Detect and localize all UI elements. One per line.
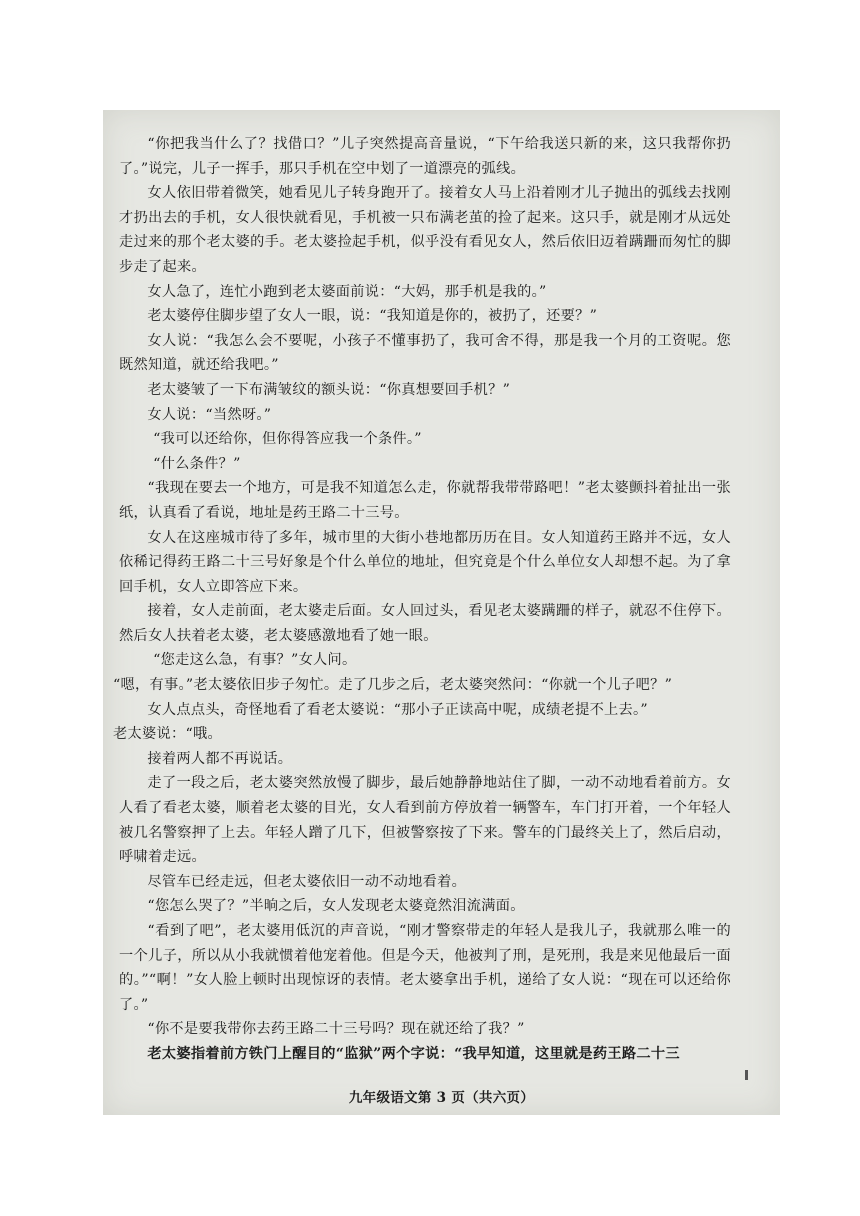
- paragraph: 女人说：“当然呀。”: [147, 406, 272, 423]
- paragraph: 接着两人都不再说话。: [147, 750, 293, 767]
- paragraph: “什么条件？”: [153, 455, 241, 472]
- paragraph: 老太婆停住脚步望了女人一眼，说：“我知道是你的，被扔了，还要？”: [147, 308, 598, 325]
- paragraph: 女人在这座城市待了多年，城市里的大街小巷地都历历在目。女人知道药王路并不远，女人依稀记得药王路二十三号好象是个什么单位的地址，但究竟是个什么单位女人却想不起。为了拿回手机，女人立即答应下来。: [119, 529, 731, 595]
- paragraph: 尽管车已经走远，但老太婆依旧一动不动地看着。: [147, 873, 467, 890]
- paragraph: 女人依旧带着微笑，她看见儿子转身跑开了。接着女人马上沿着刚才儿子抛出的弧线去找刚才扔出去的手机，女人很快就看见，手机被一只布满老茧的捡了起来。这只手，就是刚才从远处走过来的那个老太婆的手。老太婆捡起手机，似乎没有看见女人，然后依旧迈着蹒跚而匆忙的脚步走了起来。: [119, 185, 731, 275]
- document-page: [103, 110, 780, 1115]
- paragraph: 女人说：“我怎么会不要呢，小孩子不懂事扔了，我可舍不得，那是我一个月的工资呢。您既然知道，就还给我吧。”: [119, 332, 731, 374]
- paragraph: 女人急了，连忙小跑到老太婆面前说：“大妈，那手机是我的。”: [147, 283, 547, 300]
- paragraph: “看到了吧”，老太婆用低沉的声音说，“刚才警察带走的年轻人是我儿子，我就那么唯一的一个儿子，所以从小我就惯着他宠着他。但是今天，他被判了刑，是死刑，我是来见他最后一面的。”“啊！”女人脸上顿时出现惊讶的表情。老太婆拿出手机，递给了女人说：“现在可以还给你了。”: [119, 923, 731, 1013]
- paragraph: 老太婆指着前方铁门上醒目的“监狱”两个字说：“我早知道，这里就是药王路二十三: [147, 1045, 680, 1062]
- story-text: [113, 132, 731, 1067]
- paragraph: “您怎么哭了？”半晌之后，女人发现老太婆竟然泪流满面。: [147, 898, 525, 915]
- paragraph: 接着，女人走前面，老太婆走后面。女人回过头，看见老太婆蹒跚的样子，就忍不住停下。然后女人扶着老太婆，老太婆感激地看了她一眼。: [119, 603, 731, 644]
- paragraph: “我现在要去一个地方，可是我不知道怎么走，你就帮我带带路吧！”老太婆颤抖着扯出一张纸，认真看了看说，地址是药王路二十三号。: [119, 480, 731, 521]
- paragraph: 老太婆说：“哦。: [113, 726, 222, 743]
- paragraph: “你把我当什么了？找借口？”儿子突然提高音量说，“下午给我送只新的来，这只我帮你扔了。”说完，儿子一挥手，那只手机在空中划了一道漂亮的弧线。: [119, 136, 731, 177]
- paragraph: “你不是要我带你去药王路二十三号吗？现在就还给了我？”: [147, 1021, 525, 1038]
- paragraph: “嗯，有事。”老太婆依旧步子匆忙。走了几步之后，老太婆突然问：“你就一个儿子吧？”: [113, 677, 673, 694]
- margin-mark: [745, 1070, 748, 1080]
- paragraph: 女人点点头，奇怪地看了看老太婆说：“那小子正读高中呢，成绩老提不上去。”: [147, 701, 648, 718]
- page-footer: 九年级语文第 3 页（共六页）: [348, 1090, 535, 1106]
- paragraph: 老太婆皱了一下布满皱纹的额头说：“你真想要回手机？”: [147, 381, 511, 398]
- paragraph: 走了一段之后，老太婆突然放慢了脚步，最后她静静地站住了脚，一动不动地看着前方。女人看了看老太婆，顺着老太婆的目光，女人看到前方停放着一辆警车，车门打开着，一个年轻人被几名警察押了上去。年轻人蹭了几下，但被警察按了下来。警车的门最终关上了，然后启动，呼啸着走远。: [119, 775, 731, 866]
- paragraph: “您走这么急，有事？”女人问。: [153, 652, 357, 669]
- paragraph: “我可以还给你，但你得答应我一个条件。”: [153, 431, 422, 448]
